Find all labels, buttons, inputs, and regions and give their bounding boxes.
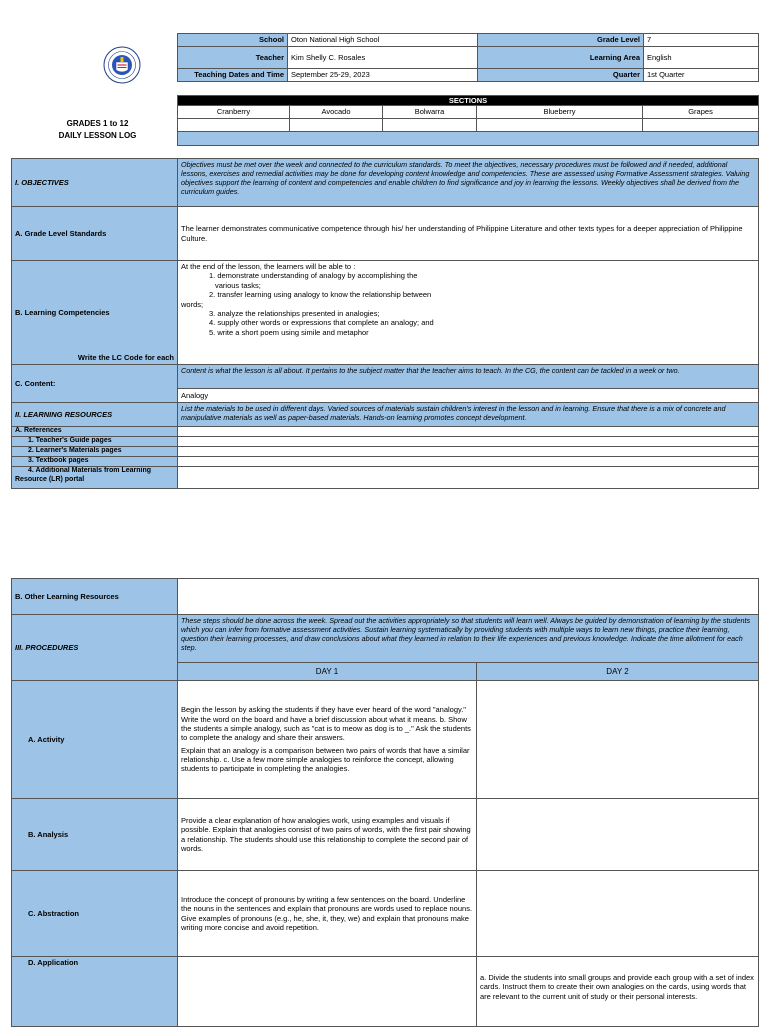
abstraction-day1 — [178, 871, 477, 957]
section-blueberry: Blueberry — [477, 106, 643, 119]
activity-paragraph: Explain that an analogy is a comparison between two pairs of words that have a similar relationship. c. Use a few more simple analogies to reinforce the concept, allowing students to participate in completing the analogies. — [181, 745, 470, 774]
analysis-label: B. Analysis — [12, 799, 178, 871]
school-value: Oton National High School — [288, 34, 478, 47]
teachers-guide-label: 1. Teacher's Guide pages — [12, 437, 178, 447]
grade-level-label: Grade Level — [478, 34, 644, 47]
quarter-value: 1st Quarter — [644, 69, 759, 82]
teacher-value: Kim Shelly C. Rosales — [288, 47, 478, 69]
sections-title: SECTIONS — [178, 96, 759, 106]
procedures-note: These steps should be done across the week. Spread out the activities appropriately so that students will learn well. Always be guided by demonstration of learning by the students which you can infer from formative assessment activities. Sustain learning systematically by providing students with multiple ways to learn new things, practice their learning, question their learning processes, and draw conclusions about what they learned in relation to their life experiences and previous knowledge. Indicate the time allotment for each step. — [178, 615, 759, 663]
objectives-label: I. OBJECTIVES — [12, 159, 178, 207]
lr-portal-label: 4. Additional Materials from Learning Resource (LR) portal — [12, 467, 178, 489]
competencies-label: B. Learning Competencies — [15, 307, 110, 317]
procedures-label: III. PROCEDURES — [12, 615, 178, 681]
activity-label: A. Activity — [12, 681, 178, 799]
dates-value: September 25-29, 2023 — [288, 69, 478, 82]
content-label: C. Content: — [12, 365, 178, 403]
competency-item: 3. analyze the relationships presented in analogies; — [209, 308, 380, 318]
sections-table — [177, 95, 759, 146]
header-info-table — [177, 33, 759, 82]
abstraction-paragraph: Give examples of pronouns (e.g., he, she, it, they, we) and explain that pronouns make writing more concise and avoid repetition. — [181, 913, 469, 932]
lc-code-label: Write the LC Code for each — [77, 352, 174, 362]
dates-label: Teaching Dates and Time — [178, 69, 288, 82]
activity-day1 — [178, 681, 477, 799]
daily-lesson-log-label: DAILY LESSON LOG — [58, 131, 137, 140]
grades-label: GRADES 1 to 12 — [66, 119, 129, 128]
learners-materials-label: 2. Learner's Materials pages — [12, 447, 178, 457]
day2-header: DAY 2 — [477, 663, 759, 681]
content-value: Analogy — [178, 389, 759, 403]
section-avocado: Avocado — [290, 106, 383, 119]
textbook-label: 3. Textbook pages — [12, 457, 178, 467]
grade-level-value: 7 — [644, 34, 759, 47]
resources-label: II. LEARNING RESOURCES — [12, 403, 178, 427]
abstraction-paragraph: Introduce the concept of pronouns by writing a few sentences on the board. Underline the nouns in the sentences and explain that pronouns are words used to replace nouns. — [181, 894, 473, 914]
competency-item: various tasks; — [215, 280, 261, 290]
quarter-label: Quarter — [478, 69, 644, 82]
objectives-note: Objectives must be met over the week and connected to the curriculum standards. To meet the objectives, necessary procedures must be followed and if needed, additional lessons, exercises and remedial activities may be done for developing content knowledge and competencies. These are assessed using Formative Assessment strategies. Valuing objectives support the learning of content and competencies and enable children to find significance and joy in learning the lessons. Weekly objectives shall be derived from the curriculum guides. — [178, 159, 759, 207]
references-label: A. References — [12, 427, 178, 437]
competencies-intro: At the end of the lesson, the learners will be able to : — [181, 262, 356, 271]
log-heading — [20, 118, 175, 142]
competency-item: 4. supply other words or expressions that complete an analogy; and — [209, 318, 434, 328]
teacher-label: Teacher — [178, 47, 288, 69]
analysis-day1: Provide a clear explanation of how analogies work, using examples and visuals if possible. Explain that analogies consist of two pairs of words, with the first pair showing a relationship. The students should use this relationship to complete the second pair of words. — [178, 799, 477, 871]
deped-seal-icon — [103, 46, 141, 84]
day1-header: DAY 1 — [178, 663, 477, 681]
section-bolwarra: Bolwarra — [383, 106, 477, 119]
competency-item: words; — [181, 299, 204, 309]
competencies-text — [178, 261, 759, 365]
section-cranberry: Cranberry — [178, 106, 290, 119]
resources-note: List the materials to be used in different days. Varied sources of materials sustain children's interest in the lesson and in learning. Ensure that there is a mix of concrete and manipulative materials as well as paper-based materials. Hands-on learning promotes concept development. — [178, 403, 759, 427]
competency-item: 1. demonstrate understanding of analogy by accomplishing the — [209, 271, 418, 281]
school-label: School — [178, 34, 288, 47]
abstraction-label: C. Abstraction — [12, 871, 178, 957]
competencies-cell — [12, 261, 178, 365]
objectives-table — [11, 158, 759, 489]
learning-area-value: English — [644, 47, 759, 69]
competency-item: 5. write a short poem using simile and metaphor — [209, 327, 369, 337]
section-grapes: Grapes — [643, 106, 759, 119]
competency-item: 2. transfer learning using analogy to know the relationship between — [209, 290, 432, 300]
content-note: Content is what the lesson is all about. It pertains to the subject matter that the teacher aims to teach. In the CG, the content can be tackled in a week or two. — [178, 365, 759, 389]
procedures-table — [11, 578, 759, 1027]
other-resources-label: B. Other Learning Resources — [12, 579, 178, 615]
application-label: D. Application — [12, 957, 178, 1027]
application-day2: a. Divide the students into small groups and provide each group with a set of index cards. Instruct them to create their own analogies on the cards, using words that are relevant to the current unit of study or their personal interests. — [477, 957, 759, 1027]
activity-paragraph: Begin the lesson by asking the students if they have ever heard of the word "analogy." Write the word on the board and have a brief discussion about what it means. b. Show the students a simple analogy, such as "cat is to meow as dog is to _." Ask the students to complete the analogy and share their answers. — [181, 705, 471, 743]
standards-text: The learner demonstrates communicative competence through his/ her understanding of Philippine Literature and other texts types for a deeper appreciation of Philippine Culture. — [178, 207, 759, 261]
standards-label: A. Grade Level Standards — [12, 207, 178, 261]
learning-area-label: Learning Area — [478, 47, 644, 69]
